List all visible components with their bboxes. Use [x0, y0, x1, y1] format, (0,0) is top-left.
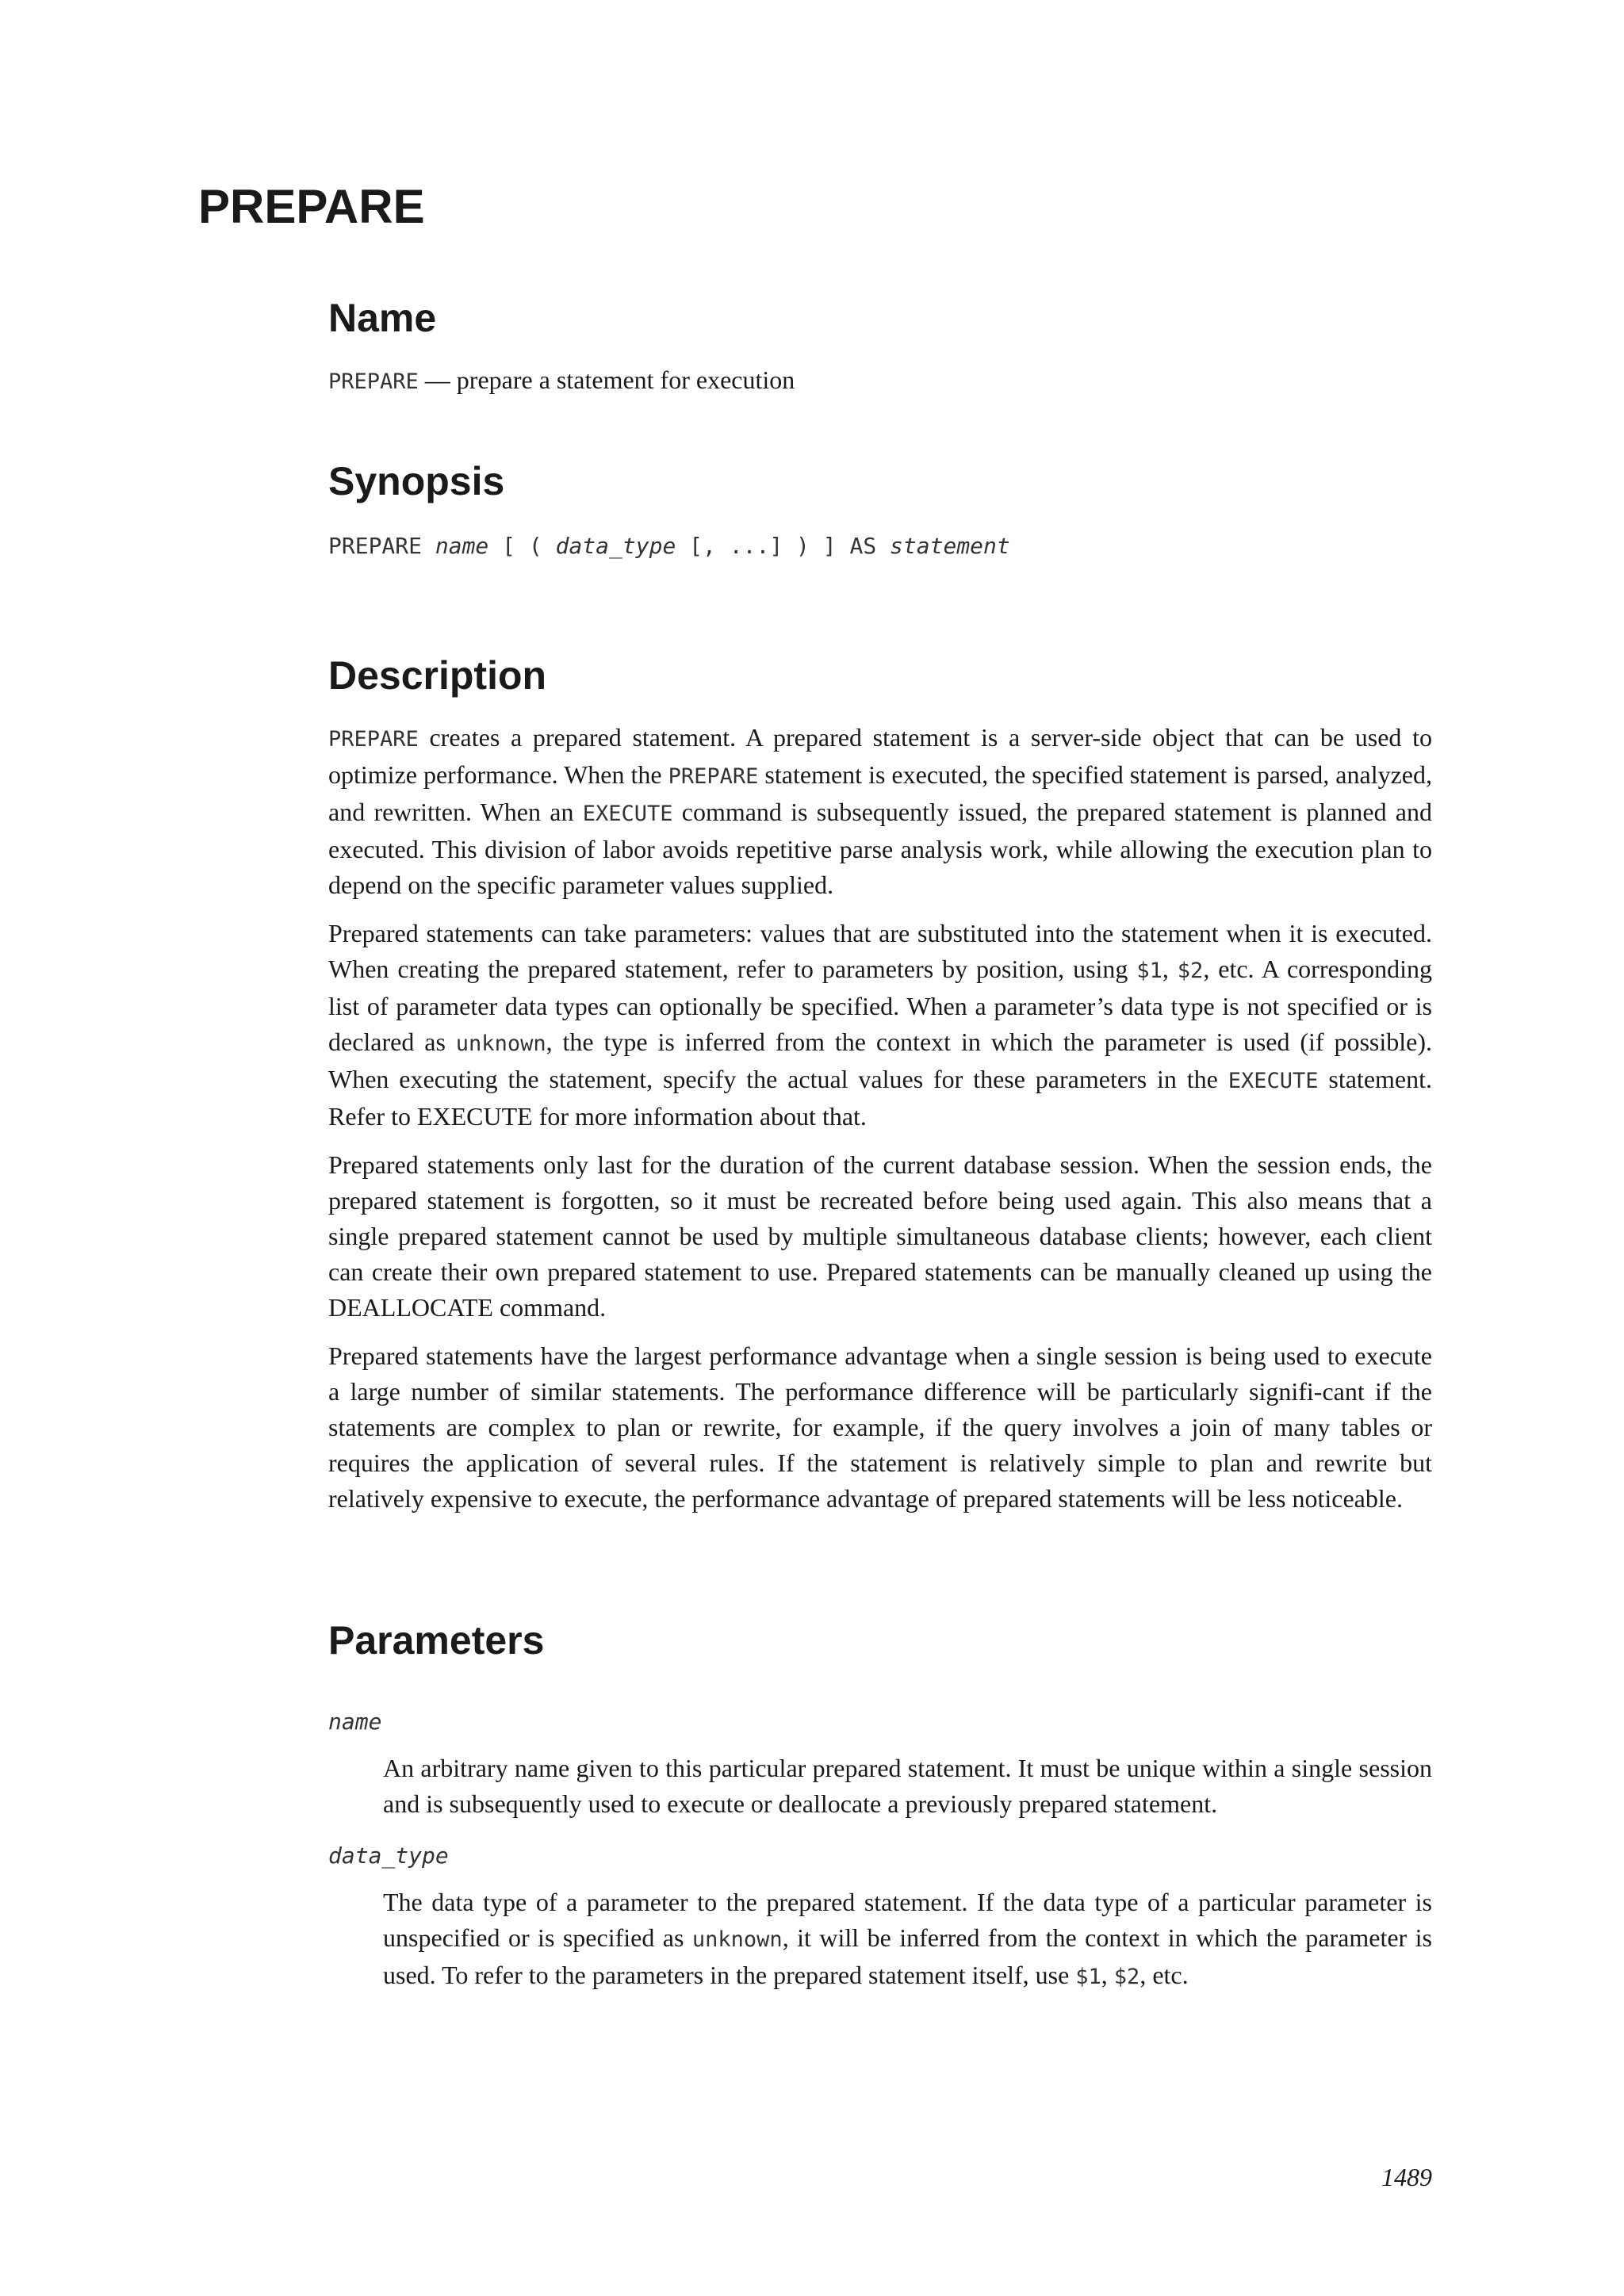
page-title: PREPARE	[198, 180, 425, 233]
synopsis-bracket-close: [, ...] ) ] AS	[676, 533, 891, 559]
text-run: creates a prepared statement. A prepared statement is a server-side object that can be used to optimize performance. When the	[328, 723, 1432, 789]
text-run: An arbitrary name given to this particular prepared statement. It must be unique within a single session and is subsequently used to execute or deallocate a previously prepared statement.	[383, 1754, 1432, 1818]
parameter-term-name: name	[328, 1709, 382, 1735]
parameter-term-data-type: data_type	[328, 1843, 449, 1869]
code-execute: EXECUTE	[582, 802, 673, 826]
name-heading: Name	[328, 296, 437, 340]
synopsis-keyword: PREPARE	[328, 533, 435, 559]
code-param-2: $2	[1177, 959, 1204, 983]
code-param-1: $1	[1075, 1965, 1101, 1989]
code-unknown: unknown	[691, 1927, 783, 1952]
description-paragraph-1	[328, 720, 1432, 903]
text-run: ,	[1101, 1961, 1114, 1989]
parameters-heading: Parameters	[328, 1618, 545, 1663]
code-param-1: $1	[1136, 959, 1162, 983]
synopsis-code	[328, 533, 1010, 559]
synopsis-statement-param: statement	[890, 533, 1010, 559]
parameter-def-name	[383, 1751, 1432, 1822]
description-paragraph-2	[328, 916, 1432, 1135]
synopsis-name-param: name	[435, 533, 489, 559]
text-run: statement is executed, the specified statement is parsed, analyzed, and rewritten. When an	[328, 760, 1433, 826]
text-run: ,	[1162, 955, 1178, 983]
text-run: statement. Refer to EXECUTE for more information about that.	[328, 1065, 1433, 1131]
code-unknown: unknown	[455, 1031, 546, 1056]
synopsis-datatype-param: data_type	[555, 533, 676, 559]
code-prepare: PREPARE	[668, 764, 759, 789]
description-paragraph-4: Prepared statements have the largest performance advantage when a single session is being used to execute a large number of similar statements. The performance difference will be particularly signifi-cant if the statements are complex to plan or rewrite, for example, if the query involves a join of many tables or requires the application of several rules. If the statement is relatively simple to plan and rewrite but relatively expensive to execute, the performance advantage of prepared statements will be less noticeable.	[328, 1341, 1432, 1513]
text-run: The data type of a parameter to the prepared statement. If the data type of a particular parameter is unspecified or is specified as	[383, 1888, 1432, 1952]
synopsis-bracket-open: [ (	[488, 533, 556, 559]
synopsis-heading: Synopsis	[328, 459, 505, 503]
description-heading: Description	[328, 653, 547, 698]
description-paragraph-3: Prepared statements only last for the duration of the current database session. When the session ends, the prepared statement is forgotten, so it must be recreated before being used again. This also means that a single prepared statement cannot be used by multiple simultaneous database clients; however, each client can create their own prepared statement to use. Prepared statements can be manually cleaned up using the DEALLOCATE command.	[328, 1150, 1432, 1322]
text-run: , the type is inferred from the context in which the parameter is used (if possible). When executing the statement, specify the actual values for these parameters in the	[328, 1027, 1433, 1093]
page-number: 1489	[1381, 2163, 1432, 2191]
name-line	[328, 362, 1432, 400]
code-prepare: PREPARE	[328, 727, 419, 752]
description-body	[328, 720, 1432, 1529]
text-run: , it will be inferred from the context in which the parameter is used. To refer to the parameters in the prepared statement itself, use	[383, 1923, 1433, 1989]
text-run: command is subsequently issued, the prepared statement is planned and executed. This division of labor avoids repetitive parse analysis work, while allowing the execution plan to depend on the specific parameter values supplied.	[328, 798, 1433, 899]
code-execute: EXECUTE	[1228, 1069, 1319, 1093]
text-run: Prepared statements can take parameters: values that are substituted into the statement when it is executed. When creating the prepared statement, refer to parameters by position, using	[328, 919, 1432, 983]
text-run: , etc.	[1139, 1961, 1189, 1989]
name-dash: —	[418, 365, 457, 394]
name-command: PREPARE	[328, 369, 419, 394]
parameter-def-data-type	[383, 1885, 1432, 1995]
name-summary: prepare a statement for execution	[456, 365, 795, 394]
text-run: , etc. A corresponding list of parameter data types can optionally be specified. When a parameter’s data type is not specified or is declared as	[328, 955, 1433, 1056]
code-param-2: $2	[1113, 1965, 1140, 1989]
